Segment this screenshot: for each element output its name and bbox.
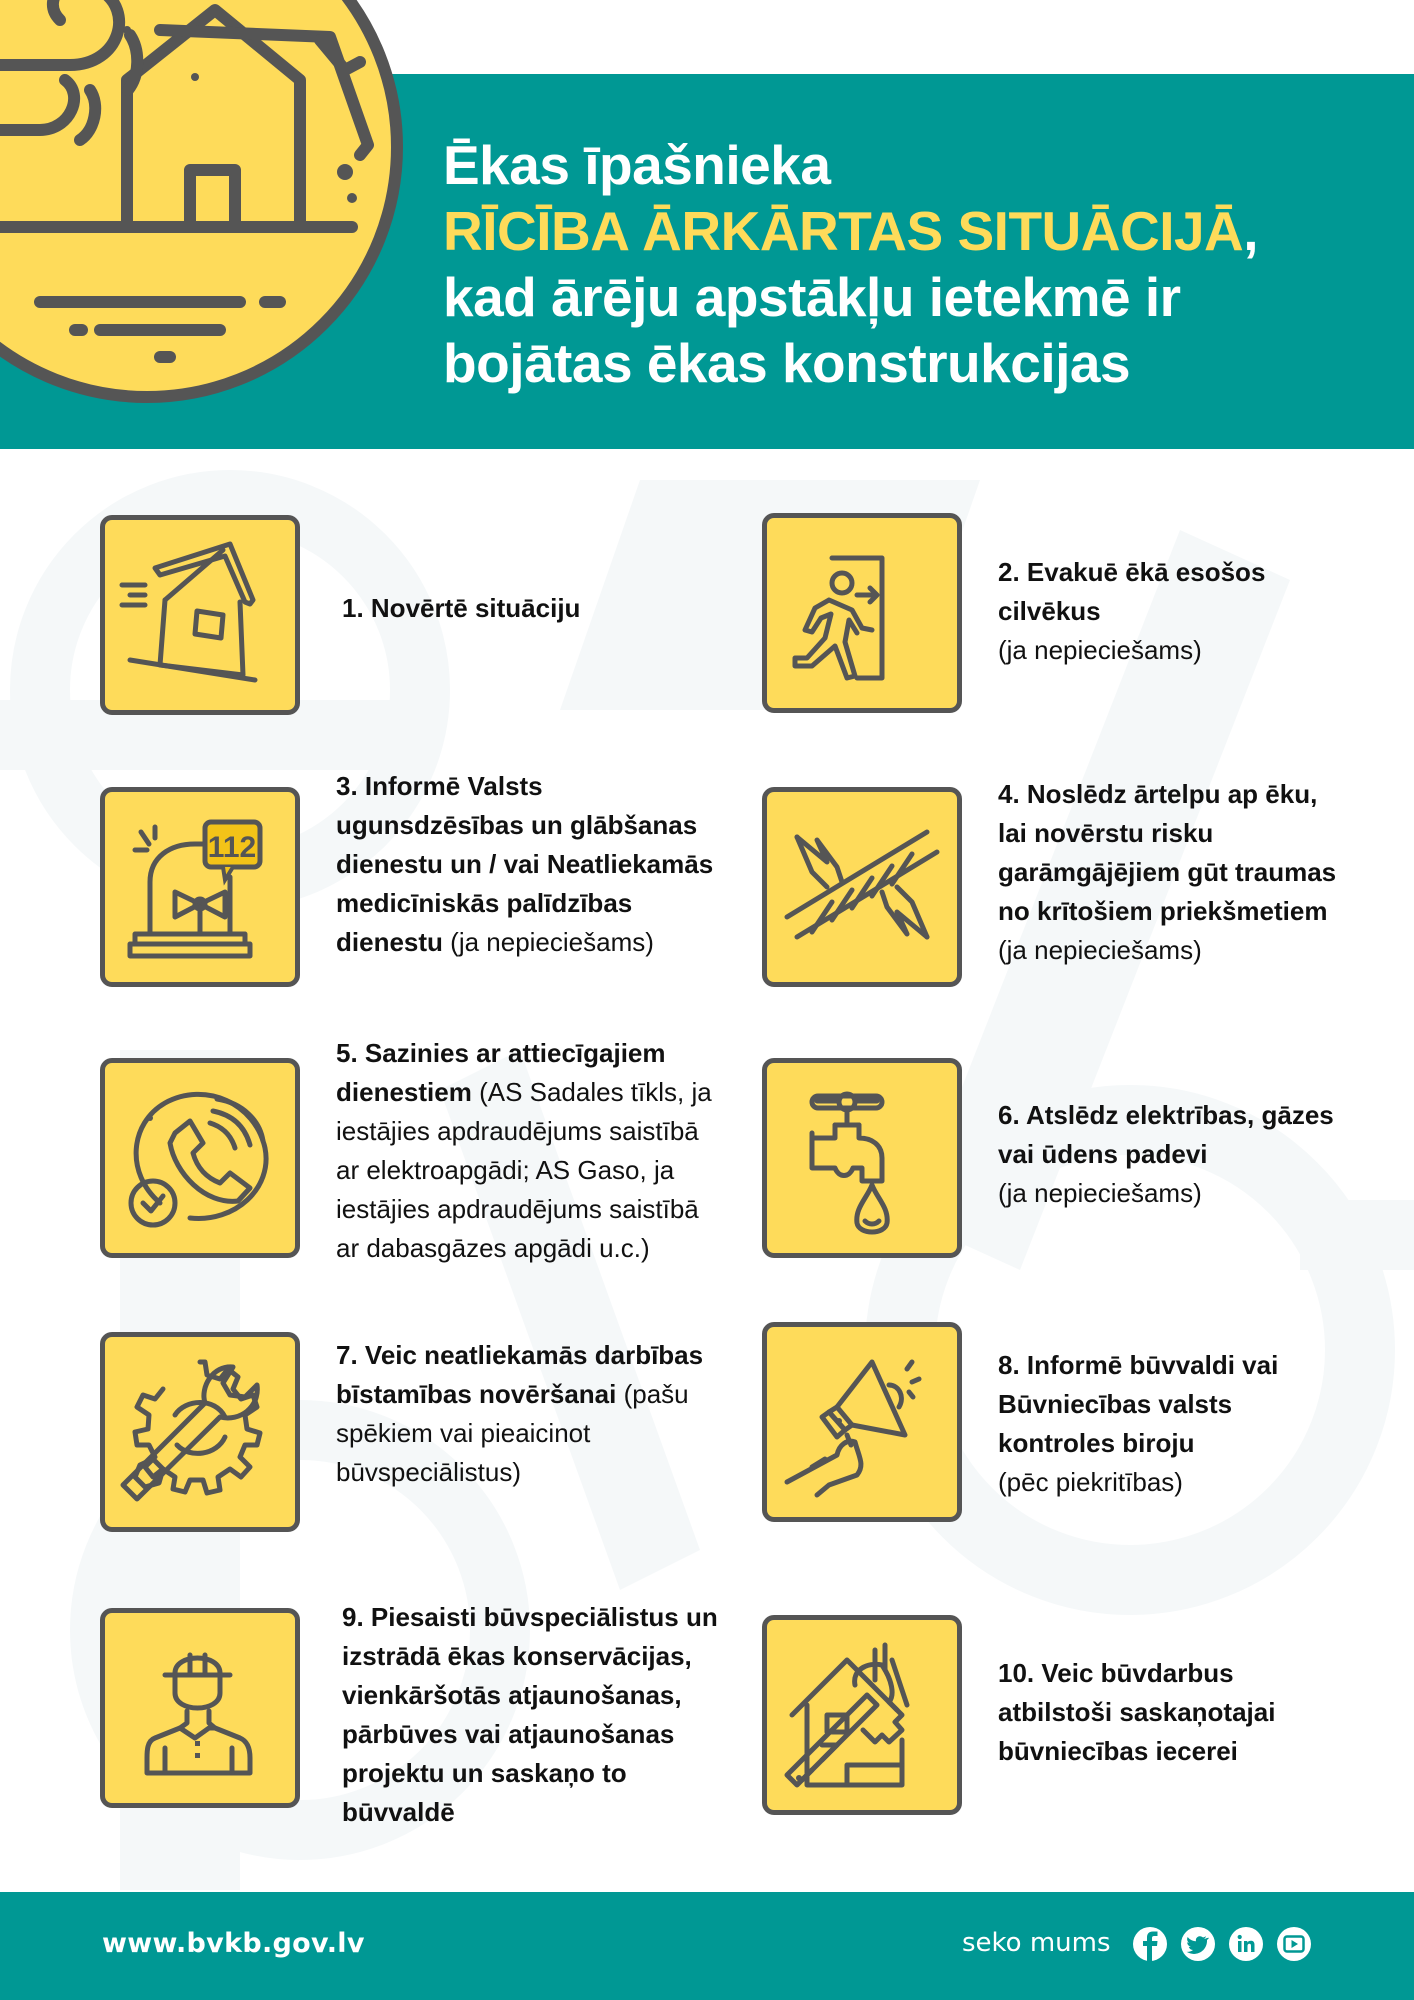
step-10-text	[998, 1654, 1338, 1771]
construction-worker-icon	[100, 1608, 300, 1808]
title-line-4: bojātas ēkas konstrukcijas	[443, 332, 1131, 394]
title-comma: ,	[1243, 200, 1259, 262]
phone-call-check-icon	[100, 1058, 300, 1258]
step-9-title: 9. Piesaisti būvspeciālistus un izstrādā ēkas konservācijas, vienkāršotās atjaunošanas, pārbūves vai atjaunošanas projektu un saskaņo to būvvaldē	[342, 1602, 718, 1827]
house-storm-icon	[0, 0, 405, 405]
step-8-title: 8. Informē būvvaldi vai Būvniecības valsts kontroles biroju	[998, 1350, 1279, 1458]
step-7-note: (pašu spēkiem vai pieaicinot būvspeciālistus)	[336, 1379, 689, 1487]
falling-house-icon	[100, 515, 300, 715]
page-title	[443, 132, 1258, 396]
alarm-112-icon	[100, 787, 300, 987]
step-8-text	[998, 1346, 1338, 1502]
step-8-note: (pēc piekritības)	[998, 1467, 1183, 1497]
step-9-text	[342, 1598, 742, 1832]
svg-text:112: 112	[207, 831, 257, 864]
water-tap-icon	[762, 1058, 962, 1258]
youtube-icon[interactable]	[1276, 1926, 1312, 1962]
step-2-text	[998, 553, 1328, 670]
step-3-text	[336, 767, 716, 962]
megaphone-icon	[762, 1322, 962, 1522]
wrench-gear-icon	[100, 1332, 300, 1532]
facebook-icon[interactable]	[1132, 1926, 1168, 1962]
step-7-title: 7. Veic neatliekamās darbības bīstamības novēršanai	[336, 1340, 704, 1409]
title-line-2	[443, 198, 1258, 264]
step-7-text	[336, 1336, 716, 1492]
title-highlight: RĪCĪBA ĀRKĀRTAS SITUĀCIJĀ	[443, 200, 1244, 262]
step-3-note: (ja nepieciešams)	[450, 927, 654, 957]
title-line-1: Ēkas īpašnieka	[443, 134, 831, 196]
exit-running-icon	[762, 513, 962, 713]
step-2-note: (ja nepieciešams)	[998, 635, 1202, 665]
step-4-note: (ja nepieciešams)	[998, 935, 1202, 965]
step-2-title: 2. Evakuē ēkā esošos cilvēkus	[998, 557, 1266, 626]
step-6-title: 6. Atslēdz elektrības, gāzes vai ūdens padevi	[998, 1100, 1334, 1169]
step-5-title: 5. Sazinies ar attiecīgajiem dienestiem	[336, 1038, 666, 1107]
barrier-tape-icon	[762, 787, 962, 987]
step-1-text	[342, 589, 642, 628]
step-3-title: 3. Informē Valsts ugunsdzēsības un glābšanas dienestu un / vai Neatliekamās medicīniskās palīdzības dienestu	[336, 771, 714, 957]
follow-us-label: seko mums	[962, 1928, 1111, 1958]
step-1-title: 1. Novērtē situāciju	[342, 593, 581, 623]
step-10-title: 10. Veic būvdarbus atbilstoši saskaņotajai būvniecības iecerei	[998, 1658, 1276, 1766]
title-line-3: kad ārēju apstākļu ietekmē ir	[443, 266, 1181, 328]
footer	[0, 1892, 1414, 2000]
step-4-title: 4. Noslēdz ārtelpu ap ēku, lai novērstu risku garāmgājējiem gūt traumas no krītošiem priekšmetiem	[998, 779, 1337, 926]
step-6-text	[998, 1096, 1338, 1213]
twitter-icon[interactable]	[1180, 1926, 1216, 1962]
website-link[interactable]: www.bvkb.gov.lv	[102, 1928, 365, 1959]
house-hammer-icon	[762, 1615, 962, 1815]
step-6-note: (ja nepieciešams)	[998, 1178, 1202, 1208]
step-5-text	[336, 1034, 726, 1268]
linkedin-icon[interactable]	[1228, 1926, 1264, 1962]
step-4-text	[998, 775, 1338, 970]
step-5-note: (AS Sadales tīkls, ja iestājies apdraudējums saistībā ar elektroapgādi; AS Gaso, ja iestājies apdraudējums saistībā ar dabasgāzes apgādi u.c.)	[336, 1077, 712, 1263]
